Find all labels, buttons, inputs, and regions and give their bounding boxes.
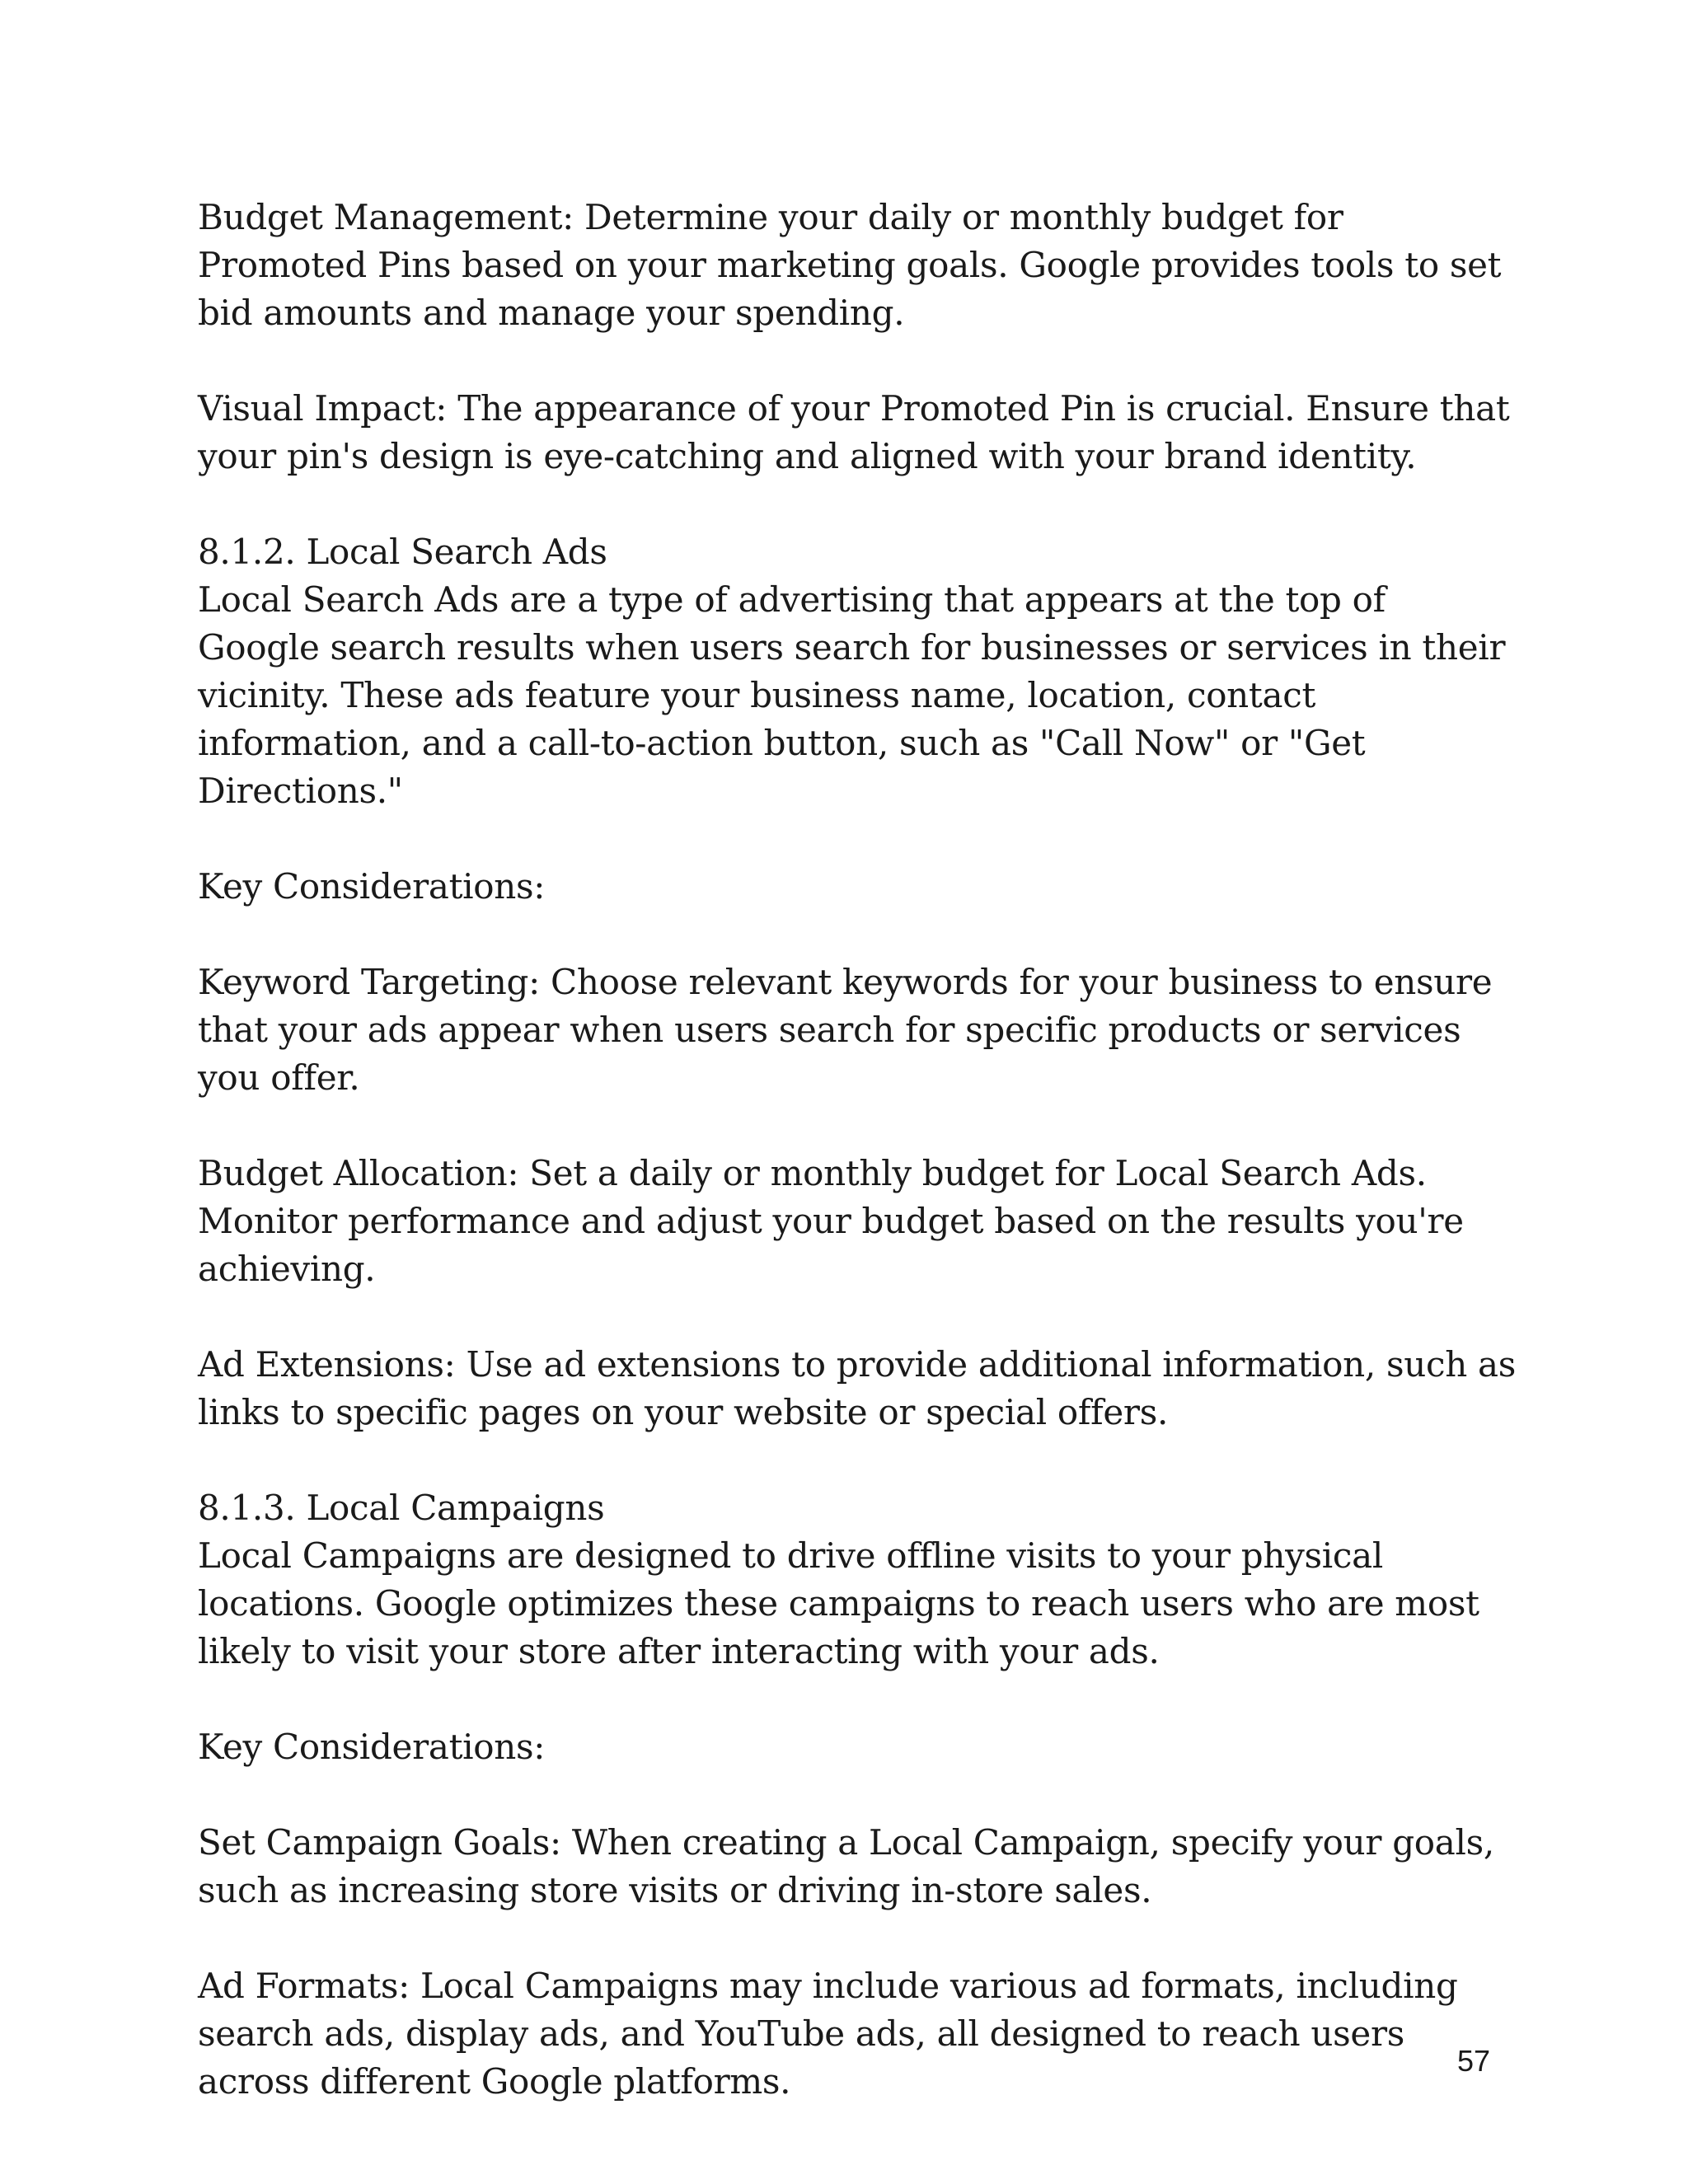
paragraph-gap (198, 337, 1517, 385)
paragraph-gap (198, 911, 1517, 958)
paragraph-key-considerations: Key Considerations: (198, 1727, 546, 1767)
paragraph-gap (198, 1293, 1517, 1341)
paragraph-budget-allocation: Budget Allocation: Set a daily or monthly budget for Local Search Ads. Monitor performance and adjust your budget based on the results you're achieving. (198, 1153, 1464, 1289)
page-number: 57 (1456, 2044, 1490, 2078)
paragraph-ad-formats: Ad Formats: Local Campaigns may include various ad formats, including search ads, display ads, and YouTube ads, all designed to reach users across different Google platforms. (198, 1966, 1458, 2102)
paragraph-visual-impact: Visual Impact: The appearance of your Promoted Pin is crucial. Ensure that your pin's design is eye-catching and aligned with your brand identity. (198, 388, 1510, 476)
paragraph-gap (198, 1102, 1517, 1150)
section-heading-local-campaigns: 8.1.3. Local Campaigns (198, 1488, 605, 1528)
paragraph-keyword-targeting: Keyword Targeting: Choose relevant keywords for your business to ensure that your ads appear when users search for specific products or services you offer. (198, 962, 1493, 1098)
paragraph-local-search-ads-intro: Local Search Ads are a type of advertising that appears at the top of Google search results when users search for businesses or services in their vicinity. These ads feature your business name, location, contact information, and a call-to-action button, such as "Call Now" or "Get Directions." (198, 579, 1506, 811)
paragraph-gap (198, 1915, 1517, 1962)
paragraph-ad-extensions: Ad Extensions: Use ad extensions to provide additional information, such as links to specific pages on your website or special offers. (198, 1344, 1517, 1432)
paragraph-gap (198, 1675, 1517, 1723)
paragraph-gap (198, 480, 1517, 528)
section-heading-local-search-ads: 8.1.2. Local Search Ads (198, 532, 607, 572)
paragraph-key-considerations: Key Considerations: (198, 866, 546, 907)
paragraph-budget-management: Budget Management: Determine your daily or monthly budget for Promoted Pins based on your marketing goals. Google provides tools to set bid amounts and manage your spending. (198, 197, 1502, 333)
paragraph-set-campaign-goals: Set Campaign Goals: When creating a Local Campaign, specify your goals, such as increasing store visits or driving in-store sales. (198, 1822, 1494, 1910)
paragraph-gap (198, 815, 1517, 863)
page-body (198, 194, 1517, 2106)
paragraph-gap (198, 1436, 1517, 1484)
paragraph-gap (198, 1771, 1517, 1819)
paragraph-local-campaigns-intro: Local Campaigns are designed to drive offline visits to your physical locations. Google optimizes these campaigns to reach users who are most likely to visit your store after interacting with your ads. (198, 1535, 1479, 1671)
